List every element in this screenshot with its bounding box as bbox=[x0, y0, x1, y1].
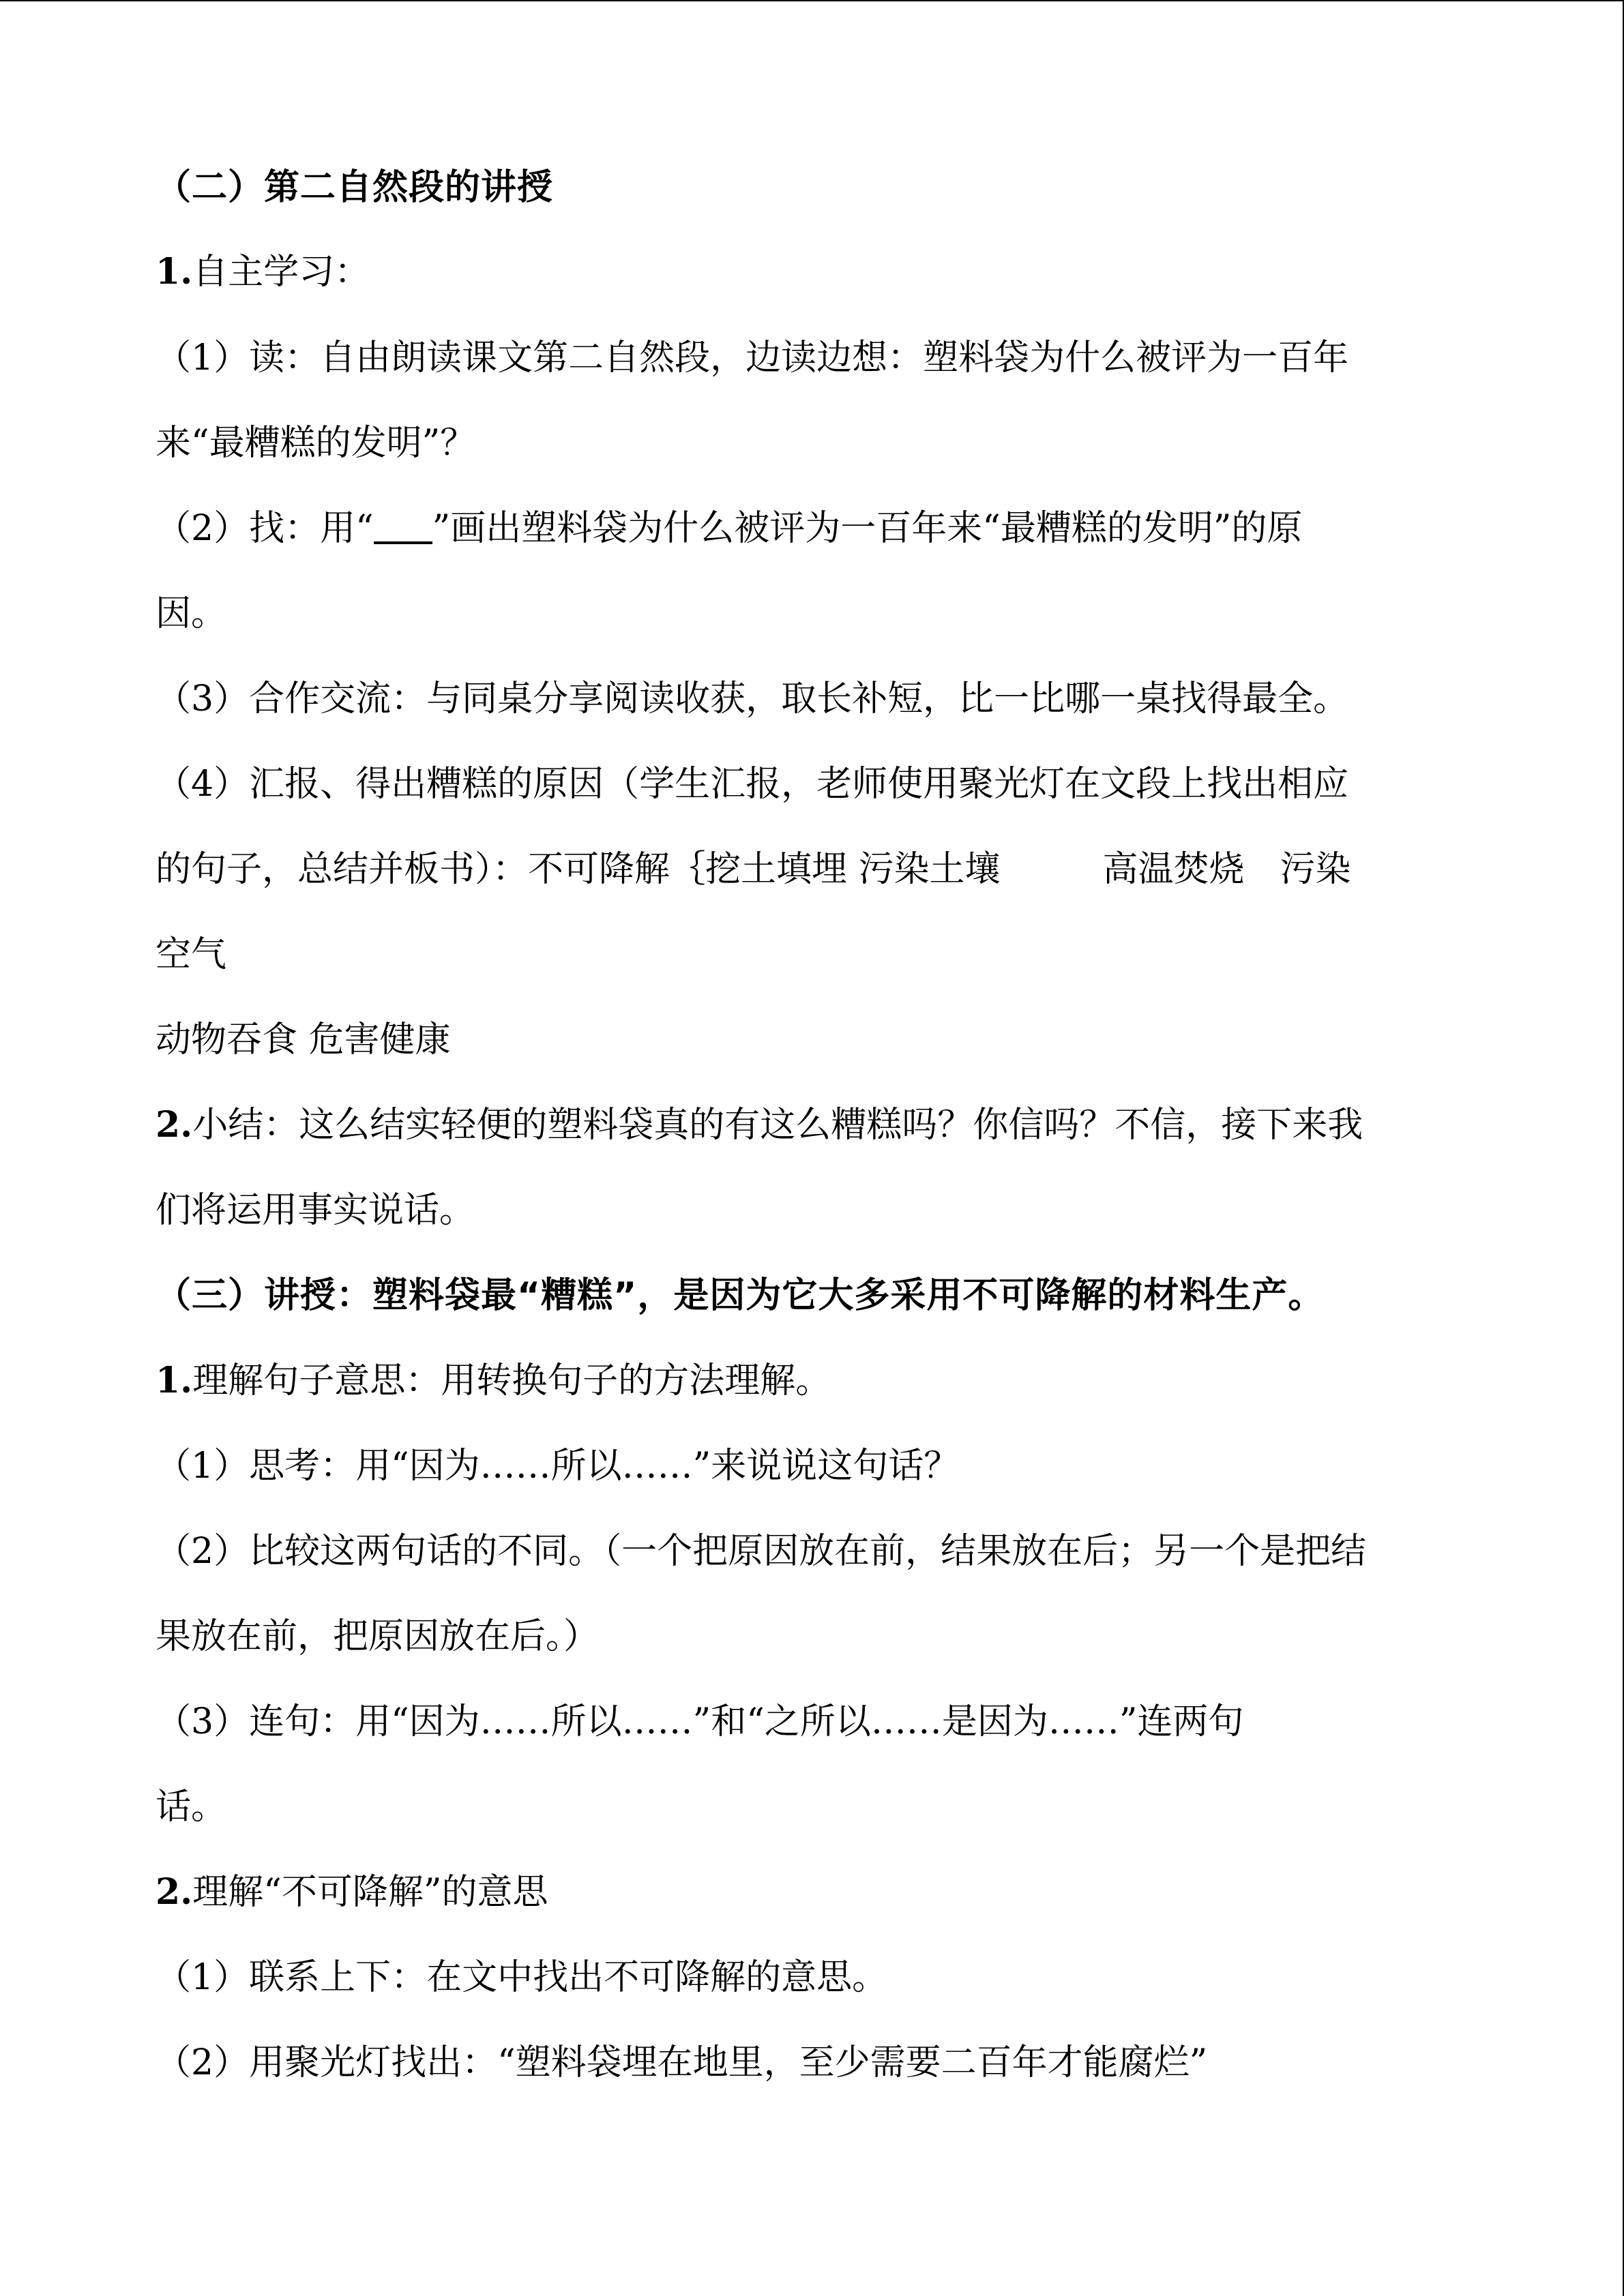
item-2-summary-cont: 们将运用事实说话。 bbox=[156, 1190, 475, 1231]
paragraph-compare: （2）比较这两句话的不同。（一个把原因放在前，结果放在后；另一个是把结 bbox=[156, 1531, 1367, 1572]
item-1-understand-sentence bbox=[156, 1357, 831, 1405]
item-text: 理解“不可降解”的意思 bbox=[192, 1872, 548, 1913]
paragraph-report-animals: 动物吞食 危害健康 bbox=[156, 1019, 451, 1060]
paragraph-find bbox=[156, 505, 1302, 552]
report-burning: 高温焚烧 bbox=[1102, 849, 1245, 890]
paragraph-report-air: 空气 bbox=[156, 934, 227, 975]
underline-blank bbox=[374, 510, 432, 544]
paragraph-think: （1）思考：用“因为……所以……”来说说这句话？ bbox=[156, 1446, 960, 1487]
section-heading-3: （三）讲授：塑料袋最“糟糕”，是因为它大多采用不可降解的材料生产。 bbox=[156, 1275, 1325, 1316]
find-text-post: ”画出塑料袋为什么被评为一百年来“最糟糕的发明”的原 bbox=[432, 508, 1303, 549]
report-summary: 的句子，总结并板书）：不可降解｛挖土填埋 污染土壤 bbox=[156, 849, 1001, 890]
paragraph-connect-cont: 话。 bbox=[156, 1787, 227, 1828]
paragraph-compare-cont: 果放在前，把原因放在后。） bbox=[156, 1616, 600, 1657]
item-text: 小结：这么结实轻便的塑料袋真的有这么糟糕吗？你信吗？不信，接下来我 bbox=[192, 1105, 1363, 1146]
paragraph-find-cont: 因。 bbox=[156, 593, 227, 634]
paragraph-cooperate: （3）合作交流：与同桌分享阅读收获，取长补短，比一比哪一桌找得最全。 bbox=[156, 679, 1349, 719]
paragraph-read-cont: 来“最糟糕的发明”？ bbox=[156, 423, 476, 464]
item-number: 1. bbox=[156, 251, 193, 293]
item-2-understand-term bbox=[156, 1868, 548, 1916]
item-number: 1. bbox=[156, 1360, 193, 1401]
section-heading-2: （二）第二自然段的讲授 bbox=[156, 167, 554, 208]
paragraph-read: （1）读：自由朗读课文第二自然段，边读边想：塑料袋为什么被评为一百年 bbox=[156, 338, 1349, 378]
paragraph-report: （4）汇报、得出糟糕的原因（学生汇报，老师使用聚光灯在文段上找出相应 bbox=[156, 764, 1349, 805]
paragraph-connect: （3）连句：用“因为……所以……”和“之所以……是因为……”连两句 bbox=[156, 1701, 1244, 1742]
paragraph-spotlight: （2）用聚光灯找出：“塑料袋埋在地里，至少需要二百年才能腐烂” bbox=[156, 2042, 1208, 2083]
paragraph-report-cont bbox=[156, 846, 1351, 893]
item-1-self-study bbox=[156, 248, 370, 296]
item-number: 2. bbox=[156, 1871, 193, 1913]
find-text-pre: （2）找：用“ bbox=[156, 508, 374, 549]
report-pollute: 污染 bbox=[1280, 849, 1351, 890]
paragraph-context: （1）联系上下：在文中找出不可降解的意思。 bbox=[156, 1957, 888, 1998]
item-text: 理解句子意思：用转换句子的方法理解。 bbox=[192, 1360, 831, 1401]
item-number: 2. bbox=[156, 1104, 193, 1146]
item-text: 自主学习： bbox=[192, 252, 370, 293]
item-2-summary bbox=[156, 1101, 1363, 1149]
